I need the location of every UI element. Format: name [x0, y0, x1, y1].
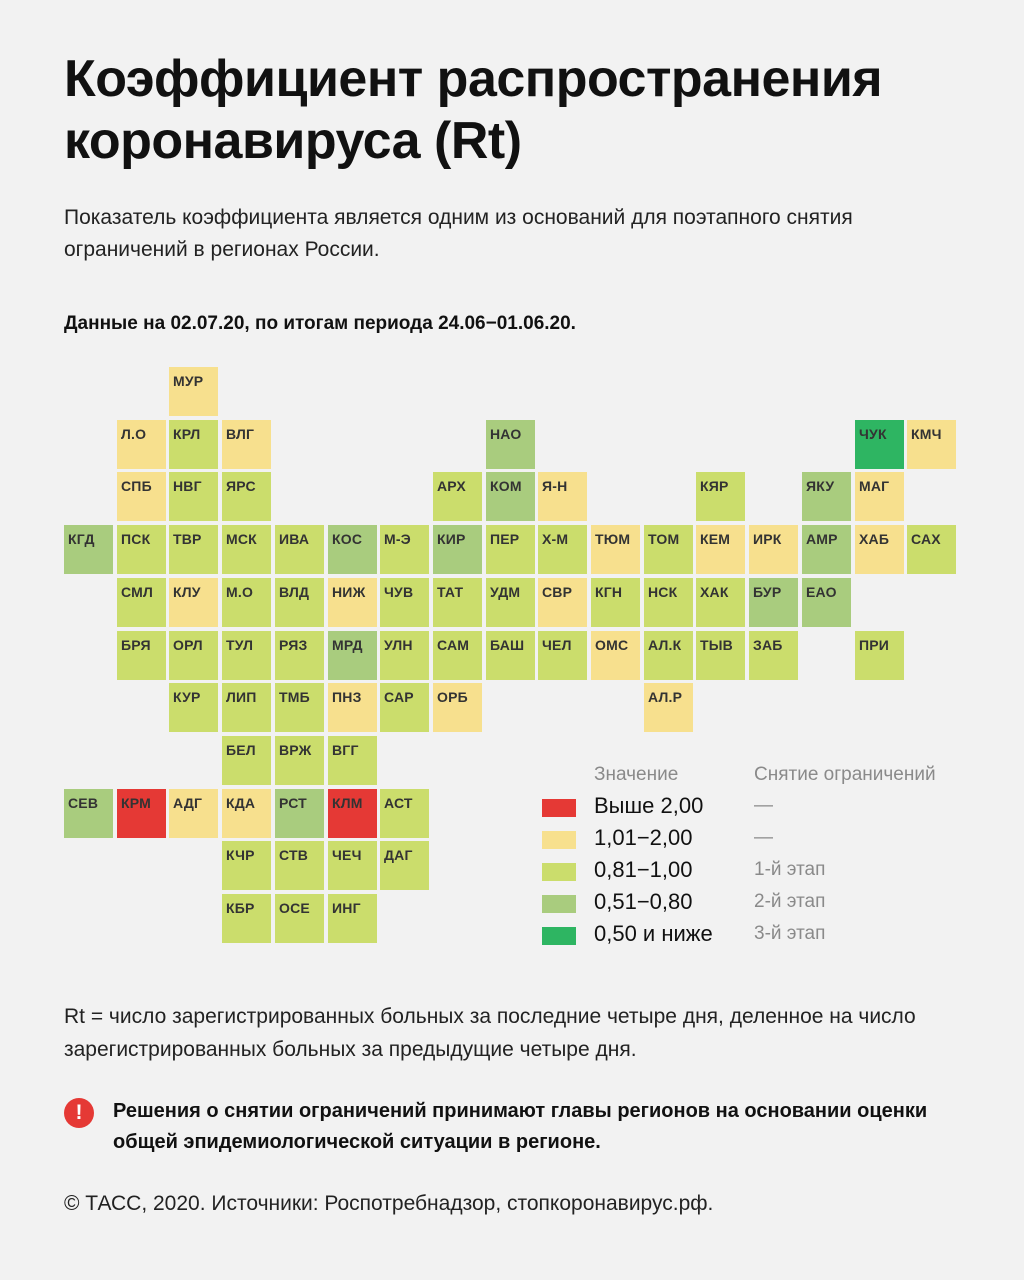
region-code: ТЮМ	[595, 531, 631, 547]
region-code: ЛИП	[226, 689, 257, 705]
region-tile	[222, 683, 271, 732]
region-tile	[591, 578, 640, 627]
region-tile	[275, 894, 324, 943]
region-code: АМР	[806, 531, 838, 547]
region-tile	[169, 578, 218, 627]
region-tile	[222, 841, 271, 890]
region-tile	[380, 525, 429, 574]
region-code: КЯР	[700, 478, 729, 494]
region-code: САР	[384, 689, 414, 705]
region-code: КБР	[226, 900, 255, 916]
region-tile	[644, 683, 693, 732]
legend	[542, 764, 982, 954]
region-code: СЕВ	[68, 795, 99, 811]
region-tile	[486, 525, 535, 574]
region-tile	[328, 631, 377, 680]
region-code: ВЛД	[279, 584, 310, 600]
alert-text: Решения о снятии ограничений принимают главы регионов на основании оценки общей эпидемиологической ситуации в регионе.	[113, 1100, 928, 1153]
region-code: МРД	[332, 637, 363, 653]
region-tile	[222, 789, 271, 838]
region-code: КРЛ	[173, 426, 201, 442]
region-code: КЕМ	[700, 531, 731, 547]
region-tile	[855, 420, 904, 469]
region-tile	[591, 631, 640, 680]
region-code: СПБ	[121, 478, 152, 494]
region-tile	[275, 789, 324, 838]
region-tile	[380, 789, 429, 838]
region-tile	[169, 683, 218, 732]
region-tile	[117, 789, 166, 838]
region-tile	[169, 472, 218, 521]
region-code: М-Э	[384, 531, 411, 547]
region-tile	[328, 525, 377, 574]
region-tile	[380, 578, 429, 627]
region-tile	[222, 472, 271, 521]
region-tile	[644, 631, 693, 680]
region-code: ЯКУ	[806, 478, 835, 494]
legend-value-label: 0,50 и ниже	[594, 921, 713, 946]
region-tile	[380, 631, 429, 680]
region-code: Я-Н	[542, 478, 568, 494]
region-tile	[169, 789, 218, 838]
region-tile	[275, 683, 324, 732]
region-tile	[855, 525, 904, 574]
region-code: Л.О	[121, 426, 147, 442]
region-code: КЧР	[226, 847, 255, 863]
region-tile	[433, 472, 482, 521]
region-code: ОРБ	[437, 689, 468, 705]
region-code: ПНЗ	[332, 689, 362, 705]
region-tile	[328, 894, 377, 943]
region-tile	[222, 631, 271, 680]
region-tile	[117, 631, 166, 680]
region-tile	[169, 367, 218, 416]
region-tile	[117, 420, 166, 469]
region-code: ОМС	[595, 637, 629, 653]
region-code: ВГГ	[332, 742, 359, 758]
region-tile	[644, 525, 693, 574]
legend-stage-label: —	[754, 795, 773, 816]
region-tile	[222, 578, 271, 627]
region-code: МСК	[226, 531, 257, 547]
region-code: АЛ.Р	[648, 689, 683, 705]
region-tile	[169, 420, 218, 469]
region-code: ОРЛ	[173, 637, 203, 653]
region-code: АРХ	[437, 478, 466, 494]
region-tile	[222, 525, 271, 574]
region-tile	[749, 578, 798, 627]
region-code: УЛН	[384, 637, 413, 653]
legend-header-value: Значение	[594, 764, 679, 785]
legend-swatch	[542, 895, 576, 913]
region-code: ИВА	[279, 531, 310, 547]
legend-row	[542, 824, 982, 854]
region-code: ТЫВ	[700, 637, 733, 653]
region-tile	[433, 683, 482, 732]
region-tile	[328, 683, 377, 732]
region-tile	[328, 789, 377, 838]
legend-row	[542, 856, 982, 886]
exclamation-icon: !	[64, 1098, 94, 1128]
region-code: ЧУК	[859, 426, 887, 442]
region-code: ОСЕ	[279, 900, 310, 916]
region-tile	[433, 631, 482, 680]
legend-stage-label: —	[754, 827, 773, 848]
region-code: КРМ	[121, 795, 151, 811]
legend-swatch	[542, 799, 576, 817]
legend-value-label: Выше 2,00	[594, 793, 704, 818]
region-tile	[644, 578, 693, 627]
region-code: ТВР	[173, 531, 202, 547]
region-tile	[749, 525, 798, 574]
region-code: РЯЗ	[279, 637, 308, 653]
region-code: СВР	[542, 584, 573, 600]
region-code: БЕЛ	[226, 742, 256, 758]
legend-header-stage: Снятие ограничений	[754, 764, 936, 785]
region-code: КГН	[595, 584, 623, 600]
region-code: ЯРС	[226, 478, 256, 494]
region-code: САХ	[911, 531, 941, 547]
region-tile	[538, 631, 587, 680]
region-tile	[802, 472, 851, 521]
region-code: ЗАБ	[753, 637, 783, 653]
region-tile	[433, 578, 482, 627]
region-tile	[802, 525, 851, 574]
region-code: ПРИ	[859, 637, 890, 653]
region-tile	[538, 525, 587, 574]
region-code: МУР	[173, 373, 204, 389]
region-code: БРЯ	[121, 637, 151, 653]
region-code: НИЖ	[332, 584, 366, 600]
region-tile	[117, 578, 166, 627]
region-tile	[380, 683, 429, 732]
region-code: ЧЕЛ	[542, 637, 572, 653]
region-code: САМ	[437, 637, 470, 653]
region-tile	[855, 631, 904, 680]
legend-swatch	[542, 831, 576, 849]
legend-swatch	[542, 927, 576, 945]
region-code: ТУЛ	[226, 637, 254, 653]
region-tile	[64, 789, 113, 838]
region-tile	[696, 472, 745, 521]
region-code: НСК	[648, 584, 678, 600]
region-tile	[222, 736, 271, 785]
region-tile	[64, 525, 113, 574]
region-tile	[117, 525, 166, 574]
region-code: НАО	[490, 426, 522, 442]
legend-swatch	[542, 863, 576, 881]
region-code: КОС	[332, 531, 363, 547]
region-tile	[486, 472, 535, 521]
region-tile	[328, 578, 377, 627]
region-tile	[328, 841, 377, 890]
region-code: КМЧ	[911, 426, 942, 442]
region-code: ВЛГ	[226, 426, 255, 442]
legend-stage-label: 3-й этап	[754, 923, 826, 944]
legend-row	[542, 920, 982, 950]
region-code: АСТ	[384, 795, 413, 811]
region-tile	[696, 525, 745, 574]
region-tile	[169, 525, 218, 574]
region-code: ЕАО	[806, 584, 837, 600]
region-tile	[907, 525, 956, 574]
region-tile	[169, 631, 218, 680]
region-tile	[907, 420, 956, 469]
region-tile	[380, 841, 429, 890]
region-code: КЛМ	[332, 795, 363, 811]
region-code: ПСК	[121, 531, 151, 547]
page-title: Коэффициент распространения коронавируса (Rt)	[64, 50, 883, 170]
region-tile	[486, 420, 535, 469]
region-code: МАГ	[859, 478, 890, 494]
region-code: ТОМ	[648, 531, 680, 547]
legend-value-label: 1,01−2,00	[594, 825, 693, 850]
legend-value-label: 0,51−0,80	[594, 889, 693, 914]
region-code: Х-М	[542, 531, 569, 547]
region-code: БАШ	[490, 637, 525, 653]
region-code: КЛУ	[173, 584, 201, 600]
legend-stage-label: 2-й этап	[754, 891, 826, 912]
legend-row	[542, 888, 982, 918]
region-tile	[275, 631, 324, 680]
region-tile	[486, 631, 535, 680]
region-tile	[538, 578, 587, 627]
region-tile	[749, 631, 798, 680]
region-code: ХАК	[700, 584, 729, 600]
legend-row	[542, 792, 982, 822]
region-code: БУР	[753, 584, 782, 600]
region-tile	[486, 578, 535, 627]
region-tile	[222, 894, 271, 943]
region-code: ДАГ	[384, 847, 413, 863]
region-tile	[275, 736, 324, 785]
region-code: ПЕР	[490, 531, 520, 547]
data-date-line: Данные на 02.07.20, по итогам периода 24.06−01.06.20.	[64, 313, 576, 334]
region-code: ХАБ	[859, 531, 890, 547]
region-code: М.О	[226, 584, 254, 600]
rt-formula-note: Rt = число зарегистрированных больных за последние четыре дня, деленное на число зарегистрированных больных за предыдущие четыре дня.	[64, 1005, 916, 1061]
region-code: ВРЖ	[279, 742, 312, 758]
region-tile	[275, 525, 324, 574]
region-tile	[696, 578, 745, 627]
region-tile	[275, 841, 324, 890]
region-tile	[538, 472, 587, 521]
source-footer: © ТАСС, 2020. Источники: Роспотребнадзор, стопкоронавирус.рф.	[64, 1192, 714, 1215]
region-code: ТАТ	[437, 584, 464, 600]
region-code: КОМ	[490, 478, 522, 494]
region-tile	[855, 472, 904, 521]
region-code: КИР	[437, 531, 466, 547]
region-tile	[275, 578, 324, 627]
region-code: КУР	[173, 689, 201, 705]
region-code: АДГ	[173, 795, 203, 811]
region-tile	[591, 525, 640, 574]
region-tile	[117, 472, 166, 521]
region-tile	[802, 578, 851, 627]
region-tile	[696, 631, 745, 680]
region-code: АЛ.К	[648, 637, 682, 653]
region-code: СТВ	[279, 847, 309, 863]
region-code: ЧУВ	[384, 584, 414, 600]
region-code: КГД	[68, 531, 95, 547]
region-tile	[328, 736, 377, 785]
region-code: НВГ	[173, 478, 202, 494]
region-code: СМЛ	[121, 584, 154, 600]
subtitle: Показатель коэффициента является одним из оснований для поэтапного снятия ограничений в регионах России.	[64, 206, 853, 261]
region-code: УДМ	[490, 584, 521, 600]
region-code: ЧЕЧ	[332, 847, 362, 863]
region-code: ТМБ	[279, 689, 310, 705]
region-code: РСТ	[279, 795, 307, 811]
region-code: ИРК	[753, 531, 782, 547]
legend-stage-label: 1-й этап	[754, 859, 826, 880]
region-tile	[222, 420, 271, 469]
region-code: ИНГ	[332, 900, 361, 916]
legend-value-label: 0,81−1,00	[594, 857, 693, 882]
region-tile	[433, 525, 482, 574]
region-code: КДА	[226, 795, 256, 811]
